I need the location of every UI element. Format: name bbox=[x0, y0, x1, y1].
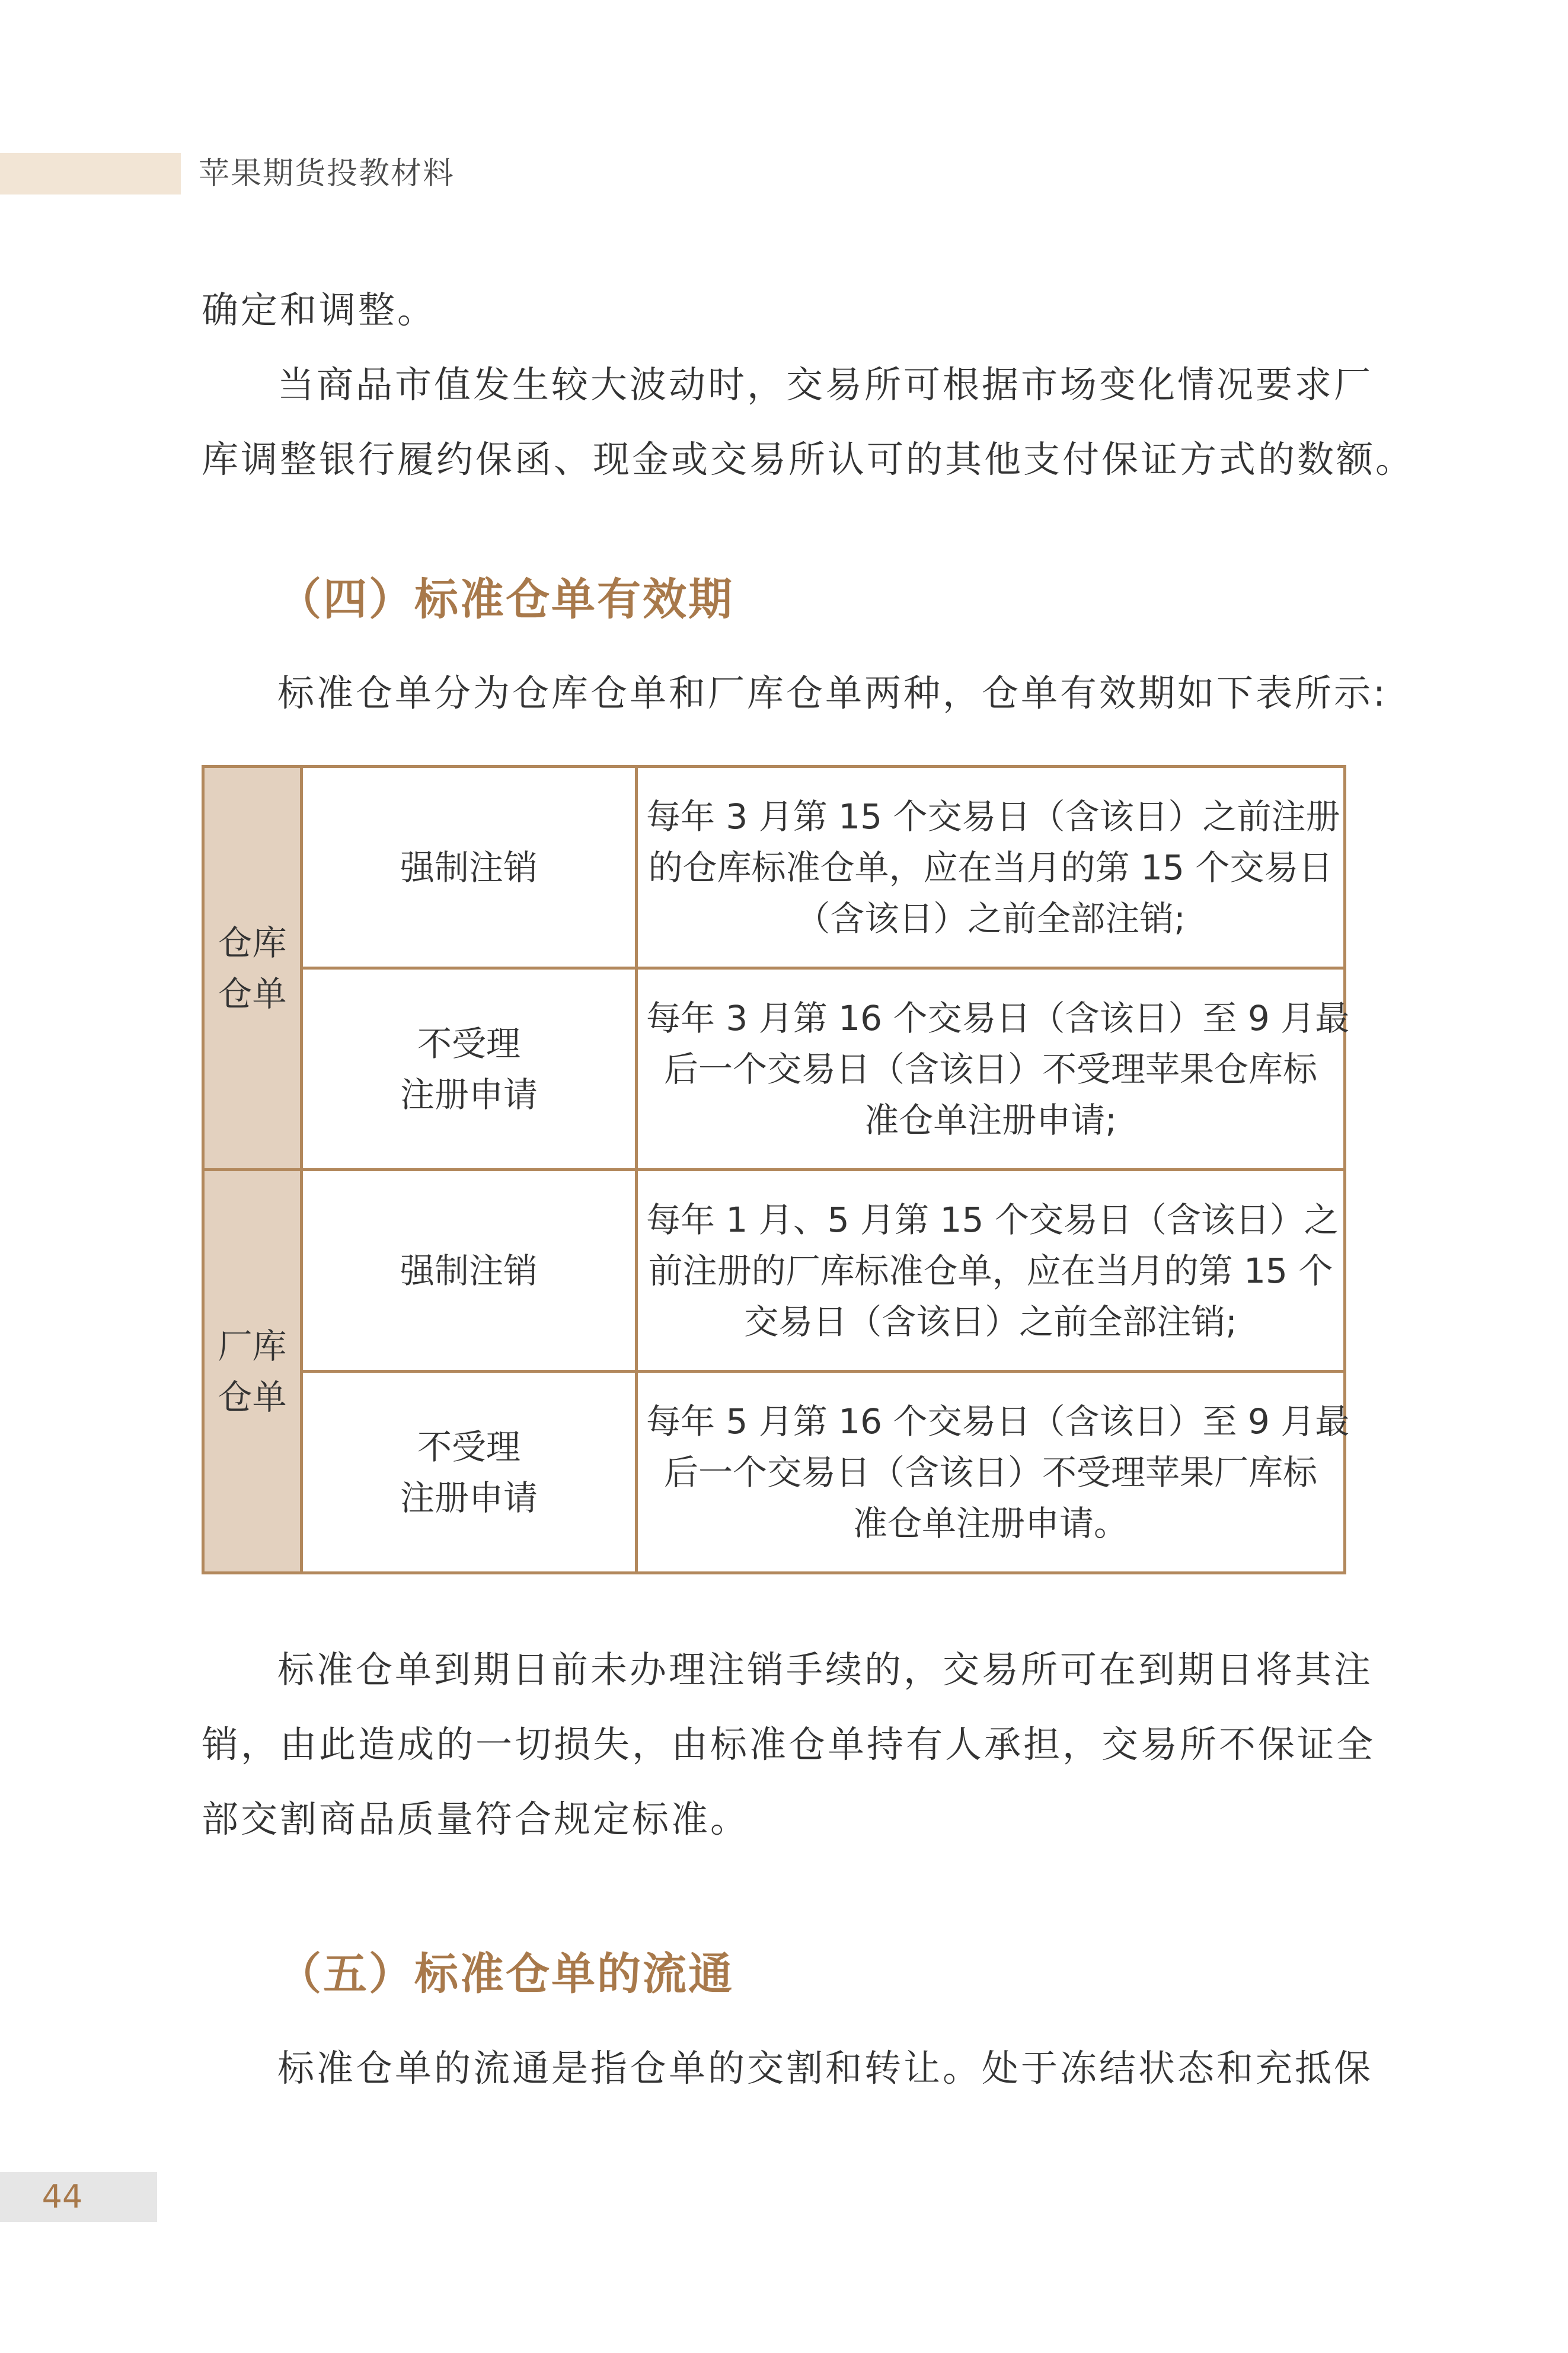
paragraph-4 bbox=[202, 1633, 1376, 1857]
section-heading-4: （四）标准仓单有效期 bbox=[277, 574, 734, 625]
rule-desc-line: 交易日（含该日）之前全部注销; bbox=[744, 1301, 1237, 1342]
rule-type-label: 注册申请 bbox=[400, 1074, 538, 1115]
rule-desc-cell bbox=[637, 968, 1350, 1170]
rule-type-cell bbox=[302, 767, 637, 968]
warehouse-receipt-validity-table bbox=[202, 765, 1350, 1574]
rule-desc-line: 每年 5 月第 16 个交易日（含该日）至 9 月最 bbox=[646, 1401, 1350, 1442]
paragraph-1 bbox=[202, 273, 1346, 347]
rule-desc-cell bbox=[637, 767, 1345, 968]
category-label: 仓库 bbox=[218, 922, 287, 963]
rule-type-label: 不受理 bbox=[417, 1426, 520, 1467]
section-heading-5: （五）标准仓单的流通 bbox=[277, 1949, 734, 2000]
rule-type-label: 强制注销 bbox=[400, 1250, 538, 1291]
paragraph-line: 部交割商品质量符合规定标准。 bbox=[202, 1797, 750, 1841]
paragraph-line: 销，由此造成的一切损失，由标准仓单持有人承担，交易所不保证全 bbox=[202, 1723, 1376, 1766]
rule-desc-line: 后一个交易日（含该日）不受理苹果厂库标 bbox=[663, 1452, 1317, 1493]
rule-type-label: 不受理 bbox=[417, 1023, 520, 1064]
paragraph-2 bbox=[202, 347, 1415, 497]
table-row bbox=[203, 767, 1345, 968]
rule-desc-cell bbox=[637, 1372, 1350, 1573]
category-cell-factory bbox=[203, 1170, 302, 1573]
table-row bbox=[203, 968, 1345, 1170]
paragraph-5 bbox=[202, 2031, 1374, 2106]
table-row bbox=[203, 1372, 1345, 1573]
rule-desc-line: 前注册的厂库标准仓单，应在当月的第 15 个 bbox=[648, 1250, 1333, 1291]
paragraph-line: 标准仓单到期日前未办理注销手续的，交易所可在到期日将其注 bbox=[277, 1648, 1374, 1691]
rule-desc-cell bbox=[637, 1170, 1345, 1372]
rule-type-label: 注册申请 bbox=[400, 1477, 538, 1518]
rule-desc-line: 准仓单注册申请。 bbox=[852, 1503, 1128, 1544]
rule-desc-line: 后一个交易日（含该日）不受理苹果仓库标 bbox=[663, 1048, 1317, 1089]
rule-desc-line: 每年 3 月第 15 个交易日（含该日）之前注册 bbox=[646, 796, 1340, 837]
category-label: 仓单 bbox=[218, 1376, 287, 1417]
paragraph-line: 库调整银行履约保函、现金或交易所认可的其他支付保证方式的数额。 bbox=[202, 438, 1415, 481]
rule-desc-line: （含该日）之前全部注销; bbox=[796, 898, 1186, 939]
paragraph-line: 确定和调整。 bbox=[202, 288, 437, 331]
rule-type-cell bbox=[302, 1372, 637, 1573]
rule-desc-line: 每年 1 月、5 月第 15 个交易日（含该日）之 bbox=[646, 1199, 1339, 1240]
rule-type-label: 强制注销 bbox=[400, 847, 538, 888]
category-cell-warehouse bbox=[203, 767, 302, 1170]
page-number: 44 bbox=[41, 2178, 83, 2215]
rule-desc-line: 的仓库标准仓单，应在当月的第 15 个交易日 bbox=[648, 847, 1333, 888]
rule-desc-line: 每年 3 月第 16 个交易日（含该日）至 9 月最 bbox=[646, 997, 1350, 1038]
table-row bbox=[203, 1170, 1345, 1372]
paragraph-line: 标准仓单的流通是指仓单的交割和转让。处于冻结状态和充抵保 bbox=[277, 2046, 1374, 2090]
rule-type-cell bbox=[302, 1170, 637, 1372]
paragraph-line: 当商品市值发生较大波动时，交易所可根据市场变化情况要求厂 bbox=[277, 363, 1374, 406]
category-label: 仓单 bbox=[218, 973, 287, 1014]
header-band bbox=[0, 153, 181, 195]
paragraph-3 bbox=[202, 656, 1388, 731]
rule-desc-line: 准仓单注册申请; bbox=[864, 1099, 1117, 1140]
rule-type-cell bbox=[302, 968, 637, 1170]
running-header-title: 苹果期货投教材料 bbox=[199, 156, 455, 192]
category-label: 厂库 bbox=[218, 1325, 287, 1366]
paragraph-line: 标准仓单分为仓库仓单和厂库仓单两种，仓单有效期如下表所示: bbox=[277, 671, 1388, 715]
